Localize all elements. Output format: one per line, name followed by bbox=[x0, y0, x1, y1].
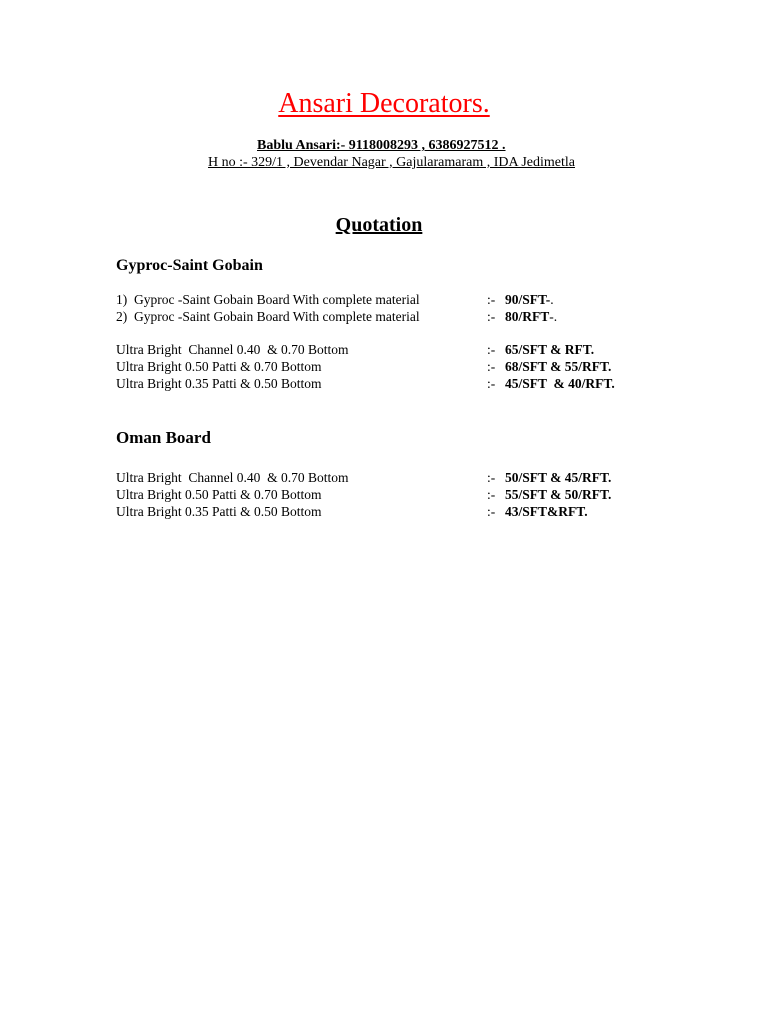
contact-phone-line: Bablu Ansari:- 9118008293 , 6386927512 . bbox=[257, 138, 506, 153]
item-price bbox=[505, 503, 588, 520]
price-row bbox=[116, 469, 676, 486]
price-row bbox=[116, 375, 676, 392]
item-separator: :- bbox=[487, 487, 496, 502]
item-description: Ultra Bright 0.50 Patti & 0.70 Bottom bbox=[116, 359, 322, 374]
price-row bbox=[116, 291, 676, 308]
item-description: Ultra Bright 0.35 Patti & 0.50 Bottom bbox=[116, 504, 322, 519]
item-price bbox=[505, 486, 611, 503]
item-separator: :- bbox=[487, 342, 496, 357]
item-price-value: 43/SFT&RFT. bbox=[505, 504, 588, 519]
price-row bbox=[116, 486, 676, 503]
item-description: Ultra Bright Channel 0.40 & 0.70 Bottom bbox=[116, 342, 349, 357]
item-price-value: 90/SFT- bbox=[505, 292, 551, 307]
item-description: Ultra Bright Channel 0.40 & 0.70 Bottom bbox=[116, 470, 349, 485]
item-price bbox=[505, 375, 615, 392]
item-separator: :- bbox=[487, 504, 496, 519]
item-price-suffix: -. bbox=[549, 309, 558, 324]
item-separator: :- bbox=[487, 470, 496, 485]
item-separator: :- bbox=[487, 309, 496, 324]
price-row bbox=[116, 503, 676, 520]
price-row bbox=[116, 358, 676, 375]
price-row bbox=[116, 308, 676, 325]
item-description: 1) Gyproc -Saint Gobain Board With complete material bbox=[116, 292, 420, 307]
document-title: Quotation bbox=[335, 214, 423, 236]
item-price-value: 50/SFT & 45/RFT. bbox=[505, 470, 612, 485]
price-row bbox=[116, 341, 676, 358]
item-price-value: 80/RFT bbox=[505, 309, 550, 324]
item-price-suffix: . bbox=[550, 292, 554, 307]
item-separator: :- bbox=[487, 292, 496, 307]
item-price-value: 45/SFT & 40/RFT. bbox=[505, 376, 615, 391]
section-heading-gyproc: Gyproc-Saint Gobain bbox=[116, 257, 263, 274]
item-description: Ultra Bright 0.35 Patti & 0.50 Bottom bbox=[116, 376, 322, 391]
section-heading-oman: Oman Board bbox=[116, 428, 211, 447]
item-price bbox=[505, 358, 611, 375]
item-price-value: 68/SFT & 55/RFT. bbox=[505, 359, 612, 374]
company-name: Ansari Decorators. bbox=[278, 88, 490, 119]
item-price-value: 65/SFT & RFT. bbox=[505, 342, 595, 357]
item-price-value: 55/SFT & 50/RFT. bbox=[505, 487, 612, 502]
item-description: Ultra Bright 0.50 Patti & 0.70 Bottom bbox=[116, 487, 322, 502]
item-description: 2) Gyproc -Saint Gobain Board With complete material bbox=[116, 309, 420, 324]
item-price bbox=[505, 469, 611, 486]
item-separator: :- bbox=[487, 376, 496, 391]
address-line: H no :- 329/1 , Devendar Nagar , Gajularamaram , IDA Jedimetla bbox=[208, 155, 575, 170]
item-price bbox=[505, 291, 554, 308]
item-price bbox=[505, 308, 557, 325]
item-price bbox=[505, 341, 594, 358]
item-separator: :- bbox=[487, 359, 496, 374]
